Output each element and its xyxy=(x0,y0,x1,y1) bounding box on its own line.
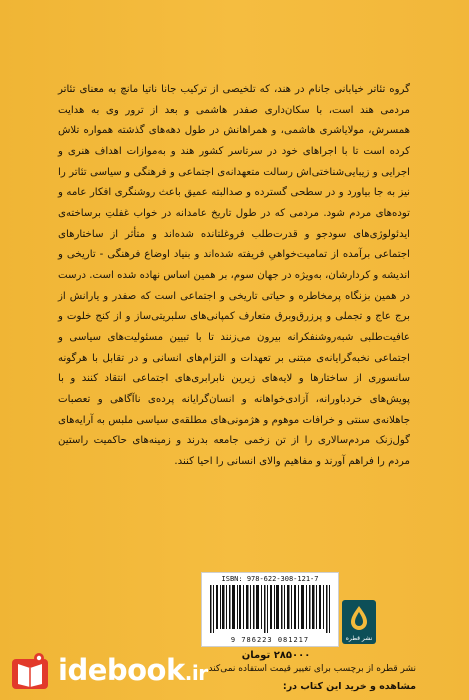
droplet-icon xyxy=(347,604,371,632)
watermark-main: idebook xyxy=(58,653,185,687)
watermark-suffix: .ir xyxy=(184,661,208,685)
price-label: ۲۸۵۰۰۰ تومان xyxy=(241,650,311,661)
barcode-icon xyxy=(208,585,332,633)
blurb-paragraph: گروه تئاتر خیابانی جانام در هند، که تلخیصی از ترکیب جانا ناتیا مانچ به معنای تئاتر مردمی هند است، با سکان‌داری صفدر هاشمی و بعد از ترور وی به هدایت همسرش، مولایاشری هاشمی، و همراهانش در طول دهه‌های گذشته همواره تلاش کرده است تا با اجراهای خود در سرتاسر کشور هند و به‌موازات اهداف هنری و اجرایی و زیبایی‌شناختی‌اش رسالت متعهدانه‌ی اجتماعی و فرهنگی و سیاسی تئاتر را نیز به جا بیاورد و در سطحی گسترده و صدالبته عمیق باعث روشنگری افکار عامه و توده‌های مردم شود. مردمی که در طول تاریخ عامدانه در خواب غفلتِ برساخته‌ی ایدئولوژی‌های سودجو و قدرت‌طلب فروغلتانده شده‌اند و متأثر از ساختارهای اجتماعی برآمده از تمامیت‌خواهیِ فریفته شده‌اند و بنیاد اوضاع فرهنگی - تاریخی و اندیشه و کردارشان، به‌ویژه در جهان سوم، بر همین اساس نهاده شده است. درست در همین بزنگاه پرمخاطره و حیاتی تاریخی و اجتماعی است که صفدر و یارانش از برج عاج و تجملی و پرزرق‌وبرق متعارف کمپانی‌های سلبریتی‌ساز و از کنج خلوت و عافیت‌طلبی شبه‌روشنفکرانه بیرون می‌زنند تا با تبیین مسئولیت‌های سیاسی و اجتماعی نخبه‌گرایانه‌ی مبتنی بر تعهدات و التزام‌های انسانی و در تقابل با هرگونه سانسوری از ساختارها و لایه‌های زیرین نابرابری‌های اجتماعی انتقاد کنند و با پویش‌های خردباورانه، آزادی‌خواهانه و انسان‌گرایانه پرده‌ی ناآگاهی و تعصبات جاهلانه‌ی سنتی و خرافات موهوم و هژمونی‌های مطلقه‌ی سیاسی ملبس به آرایه‌های گول‌زنک مردم‌سالاری را از تن زخمی جامعه بدرند و زمینه‌های حاکمیت راستین مردم را فراهم آورند و مفاهیم والای انسانی را احیا کنند. xyxy=(58,84,410,467)
watermark-logo xyxy=(58,653,208,687)
buy-line: مشاهده و خرید این کتاب در: xyxy=(282,681,416,692)
barcode-number: 9 786223 081217 xyxy=(230,636,310,644)
barcode-box xyxy=(201,572,339,647)
price-notice: نشر قطره از برچسب برای تغییر قیمت استفاده نمی‌کند. xyxy=(205,664,416,674)
publisher-logo xyxy=(342,600,376,644)
book-icon xyxy=(8,650,52,694)
publisher-logo-label: نشر قطره xyxy=(345,635,373,642)
isbn-label: ISBN: 978-622-308-121-7 xyxy=(221,575,319,583)
